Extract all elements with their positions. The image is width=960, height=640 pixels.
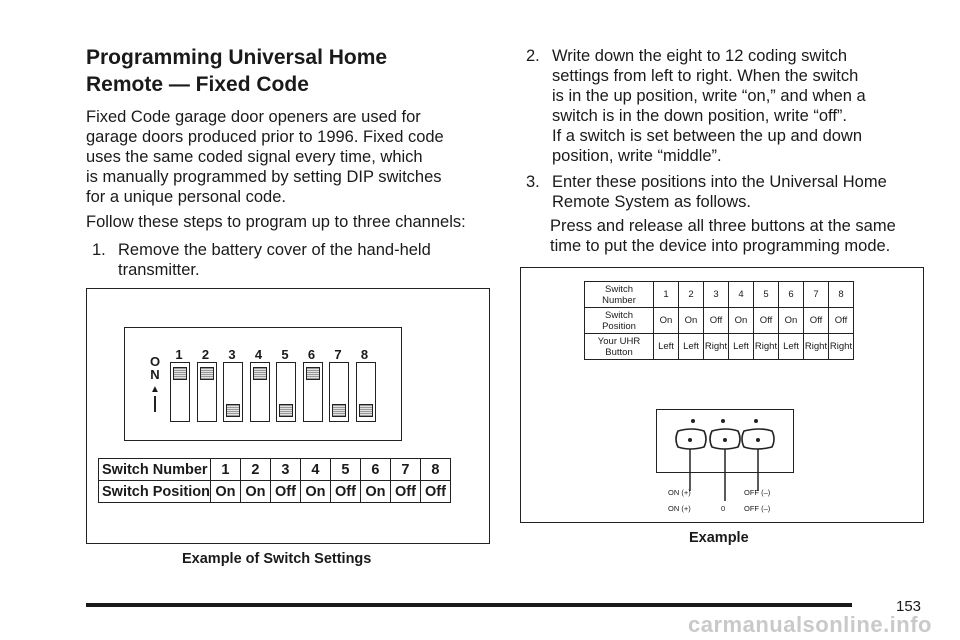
table-row <box>585 282 854 308</box>
table-cell: Off <box>270 481 300 503</box>
table-cell: Off <box>704 308 729 334</box>
row-header: Switch Position <box>99 481 211 503</box>
table-row <box>585 308 854 334</box>
table-cell: Right <box>804 334 829 360</box>
table-cell: Left <box>679 334 704 360</box>
step-text: switch is in the down position, write “off”. <box>552 107 847 125</box>
dip-switch-number: 5 <box>281 347 289 362</box>
table-row <box>99 459 451 481</box>
row-header <box>585 308 654 334</box>
table-cell: 7 <box>390 459 420 481</box>
table-cell: 6 <box>360 459 390 481</box>
dip-switch-number: 3 <box>228 347 236 362</box>
table-cell: Left <box>729 334 754 360</box>
dip-switch-number: 4 <box>254 347 263 362</box>
dip-switch-knob <box>173 367 187 380</box>
table-cell: Off <box>330 481 360 503</box>
table-cell: Off <box>804 308 829 334</box>
uhr-example-table <box>584 281 854 360</box>
step-text: Remove the battery cover of the hand-held <box>118 241 431 259</box>
dip-switch-number: 2 <box>201 347 210 362</box>
step-text: settings from left to right. When the switch <box>552 67 859 85</box>
dip-switch-knob <box>200 367 214 380</box>
led-dot-icon <box>721 419 725 423</box>
row-header: Switch Number <box>99 459 211 481</box>
table-cell: 3 <box>704 282 729 308</box>
dip-switch-knob <box>253 367 267 380</box>
dip-switch <box>329 362 349 422</box>
step-number: 2. <box>526 47 540 65</box>
intro-line: garage doors produced prior to 1996. Fixed code <box>86 128 444 146</box>
remote-buttons-illustration <box>656 409 796 519</box>
remote-label-zero: 0 <box>721 504 726 513</box>
led-dot-icon <box>691 419 695 423</box>
table-cell: Left <box>779 334 804 360</box>
table-cell: Right <box>704 334 729 360</box>
dip-switch-knob <box>226 404 240 417</box>
dip-switch-knob <box>306 367 320 380</box>
row-header <box>585 282 654 308</box>
intro-line: for a unique personal code. <box>86 188 286 206</box>
remote-label-on-1: ON (+) <box>668 488 691 497</box>
dip-switch <box>223 362 243 422</box>
table-cell: Right <box>829 334 854 360</box>
table-cell: 8 <box>829 282 854 308</box>
table-cell: 1 <box>210 459 240 481</box>
table-cell: On <box>210 481 240 503</box>
press-line: time to put the device into programming mode. <box>550 237 891 255</box>
step-text: Enter these positions into the Universal Home <box>552 173 887 191</box>
step-3 <box>526 172 887 212</box>
table-cell: 6 <box>779 282 804 308</box>
figure-caption: Example <box>689 530 749 546</box>
row-header-text: Your UHR Button <box>597 335 641 358</box>
step-text: If a switch is set between the up and down <box>552 127 863 145</box>
table-cell: On <box>654 308 679 334</box>
dip-switch <box>303 362 323 422</box>
table-row <box>99 481 451 503</box>
step-text: Write down the eight to 12 coding switch <box>552 47 848 65</box>
row-header-text: Switch Number <box>602 283 636 306</box>
table-cell: Right <box>754 334 779 360</box>
step-number: 3. <box>526 173 540 191</box>
figure-caption: Example of Switch Settings <box>182 551 372 567</box>
heading-line-1: Programming Universal Home <box>86 46 388 69</box>
section-heading <box>86 44 506 98</box>
step-2 <box>526 46 866 166</box>
dip-switch <box>356 362 376 422</box>
table-cell: 8 <box>420 459 450 481</box>
table-cell: 2 <box>240 459 270 481</box>
table-cell: On <box>679 308 704 334</box>
dip-switch <box>197 362 217 422</box>
intro-paragraph <box>86 107 444 207</box>
page-number: 153 <box>896 598 922 615</box>
dip-switch <box>276 362 296 422</box>
step-text: position, write “middle”. <box>552 147 722 165</box>
dip-switch-number: 1 <box>175 347 183 362</box>
dip-switch-number: 6 <box>307 347 316 362</box>
table-cell: Off <box>390 481 420 503</box>
intro-line: Fixed Code garage door openers are used for <box>86 108 421 126</box>
table-cell: On <box>360 481 390 503</box>
step-text: Remote System as follows. <box>552 193 751 211</box>
led-dot-icon <box>754 419 758 423</box>
dip-switch <box>250 362 270 422</box>
follow-steps-text <box>86 212 466 232</box>
table-cell: 5 <box>754 282 779 308</box>
table-row <box>585 334 854 360</box>
dip-switch-knob <box>279 404 293 417</box>
table-cell: Left <box>654 334 679 360</box>
remote-label-on-2: ON (+) <box>668 504 691 513</box>
intro-line: is manually programmed by setting DIP switches <box>86 168 442 186</box>
table-cell: 3 <box>270 459 300 481</box>
heading-line-2: Remote — Fixed Code <box>86 73 309 96</box>
table-cell: 4 <box>729 282 754 308</box>
table-cell: Off <box>754 308 779 334</box>
table-cell: On <box>240 481 270 503</box>
dip-switch-number: 8 <box>360 347 369 362</box>
table-cell: On <box>300 481 330 503</box>
table-cell: 7 <box>804 282 829 308</box>
footer-rule <box>86 603 852 607</box>
on-label: O N ▲ <box>148 355 162 414</box>
table-cell: On <box>779 308 804 334</box>
table-cell: On <box>729 308 754 334</box>
table-cell: 4 <box>300 459 330 481</box>
step-text: is in the up position, write “on,” and when a <box>552 87 866 105</box>
step-number: 1. <box>92 241 106 259</box>
switch-settings-table <box>98 458 451 503</box>
press-line: Press and release all three buttons at the same <box>550 217 896 235</box>
dip-switch-number: 7 <box>334 347 342 362</box>
follow-line: Follow these steps to program up to three channels: <box>86 213 466 231</box>
step-1 <box>92 240 431 280</box>
table-cell: 5 <box>330 459 360 481</box>
intro-line: uses the same coded signal every time, which <box>86 148 423 166</box>
remote-label-off-1: OFF (–) <box>744 488 771 497</box>
row-header <box>585 334 654 360</box>
table-cell: 2 <box>679 282 704 308</box>
remote-label-off-2: OFF (–) <box>744 504 771 513</box>
dip-switch-knob <box>332 404 346 417</box>
row-header-text: Switch Position <box>602 309 636 332</box>
press-paragraph <box>550 216 896 256</box>
step-text: transmitter. <box>118 261 200 279</box>
table-cell: Off <box>829 308 854 334</box>
table-cell: Off <box>420 481 450 503</box>
table-cell: 1 <box>654 282 679 308</box>
watermark: carmanualsonline.info <box>688 612 932 637</box>
dip-switch-knob <box>359 404 373 417</box>
dip-switch <box>170 362 190 422</box>
